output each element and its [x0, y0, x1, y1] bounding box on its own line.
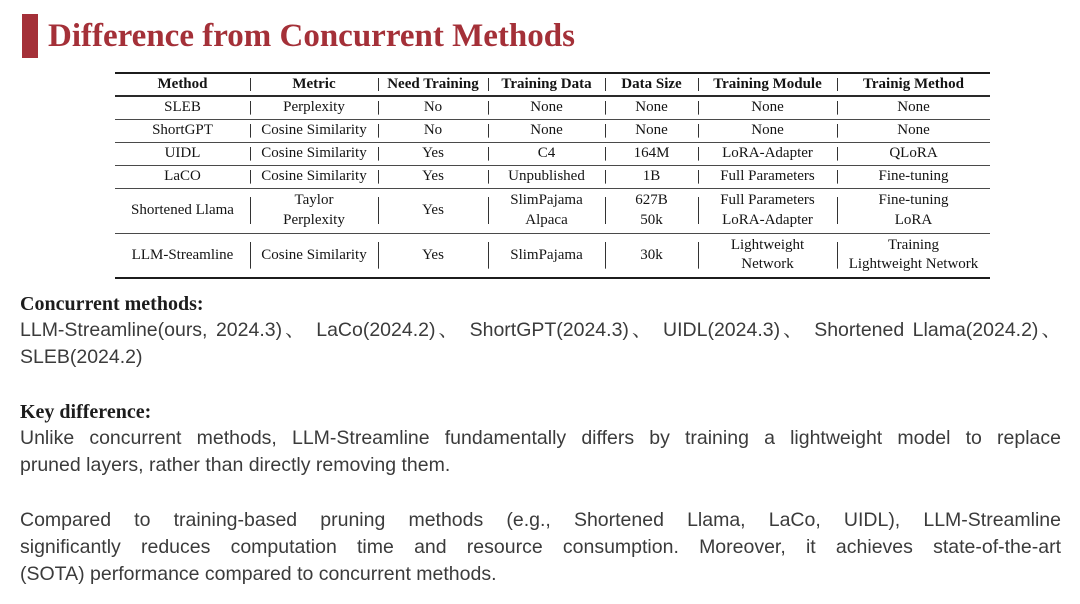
table-row-shortened-llama: [115, 188, 990, 233]
table-cell: Shortened Llama: [131, 201, 234, 218]
table-cell: SlimPajama: [488, 233, 605, 278]
table-cell: ShortGPT: [152, 121, 213, 138]
table-cell: None: [488, 119, 605, 142]
key-difference-label: Key difference:: [20, 401, 152, 423]
col-header-training-data: Training Data: [488, 73, 605, 96]
table-cell: 627B 50k: [605, 188, 698, 233]
table-cell: SlimPajama Alpaca: [488, 188, 605, 233]
table-cell: None: [605, 96, 698, 119]
table-cell: Cosine Similarity: [250, 119, 378, 142]
table-cell: UIDL: [164, 144, 201, 161]
table-cell: None: [605, 119, 698, 142]
col-header-training-module: Training Module: [698, 73, 837, 96]
table-cell: 1B: [605, 165, 698, 188]
table-cell: 164M: [605, 142, 698, 165]
comparison-paragraph-line-1: Compared to training-based pruning methods (e.g., Shortened Llama, LaCo, UIDL), LLM-Streamline: [20, 509, 1061, 531]
table-cell: Yes: [378, 188, 488, 233]
table-cell: No: [378, 96, 488, 119]
table-cell: Full Parameters LoRA-Adapter: [698, 188, 837, 233]
table-cell: Fine-tuning LoRA: [837, 188, 990, 233]
table-row-laco: [115, 165, 990, 188]
comparison-paragraph-line-3: (SOTA) performance compared to concurrent methods.: [20, 563, 497, 585]
table-cell: No: [378, 119, 488, 142]
table-cell: Full Parameters: [698, 165, 837, 188]
table-cell: Cosine Similarity: [250, 233, 378, 278]
key-difference-line-1: Unlike concurrent methods, LLM-Streamline fundamentally differs by training a lightweight model to replace: [20, 427, 1061, 449]
table-cell: None: [488, 96, 605, 119]
table-row-uidl: [115, 142, 990, 165]
table-cell: Cosine Similarity: [250, 165, 378, 188]
comparison-table: [115, 72, 990, 279]
table-cell: Perplexity: [250, 96, 378, 119]
table-cell: Lightweight Network: [698, 233, 837, 278]
table-cell: Taylor Perplexity: [250, 188, 378, 233]
comparison-paragraph-line-2: significantly reduces computation time and resource consumption. Moreover, it achieves state-of-the-art: [20, 536, 1061, 558]
concurrent-methods-line-1: LLM-Streamline(ours, 2024.3)、 LaCo(2024.2)、 ShortGPT(2024.3)、 UIDL(2024.3)、 Shortened Llama(2024.2)、: [20, 319, 1061, 341]
table-cell: LoRA-Adapter: [698, 142, 837, 165]
col-header-data-size: Data Size: [605, 73, 698, 96]
table-cell: Training Lightweight Network: [837, 233, 990, 278]
page-title: Difference from Concurrent Methods: [48, 18, 575, 54]
table-row-llm-streamline: [115, 233, 990, 278]
table-cell: None: [698, 96, 837, 119]
table-cell: Yes: [378, 233, 488, 278]
table-row-shortgpt: [115, 119, 990, 142]
table-cell: Yes: [378, 165, 488, 188]
table-cell: 30k: [605, 233, 698, 278]
col-header-metric: Metric: [250, 73, 378, 96]
col-header-need-training: Need Training: [378, 73, 488, 96]
table-cell: Fine-tuning: [837, 165, 990, 188]
key-difference-line-2: pruned layers, rather than directly removing them.: [20, 454, 451, 476]
table-row-sleb: [115, 96, 990, 119]
table-header-row: [115, 73, 990, 96]
table-cell: Cosine Similarity: [250, 142, 378, 165]
table-cell: Unpublished: [488, 165, 605, 188]
notes-section: [20, 291, 1061, 588]
table-cell: LLM-Streamline: [131, 246, 234, 263]
table-cell: LaCO: [164, 167, 201, 184]
table-cell: C4: [488, 142, 605, 165]
col-header-method: Method: [157, 75, 208, 92]
table-cell: None: [837, 119, 990, 142]
table-cell: SLEB: [164, 99, 201, 115]
concurrent-methods-line-2: SLEB(2024.2): [20, 346, 143, 368]
table-cell: None: [837, 96, 990, 119]
table-cell: None: [698, 119, 837, 142]
concurrent-methods-label: Concurrent methods:: [20, 293, 204, 315]
table-cell: Yes: [378, 142, 488, 165]
table-cell: QLoRA: [837, 142, 990, 165]
col-header-trainig-method: Trainig Method: [837, 73, 990, 96]
title-accent-bar: [22, 14, 38, 58]
